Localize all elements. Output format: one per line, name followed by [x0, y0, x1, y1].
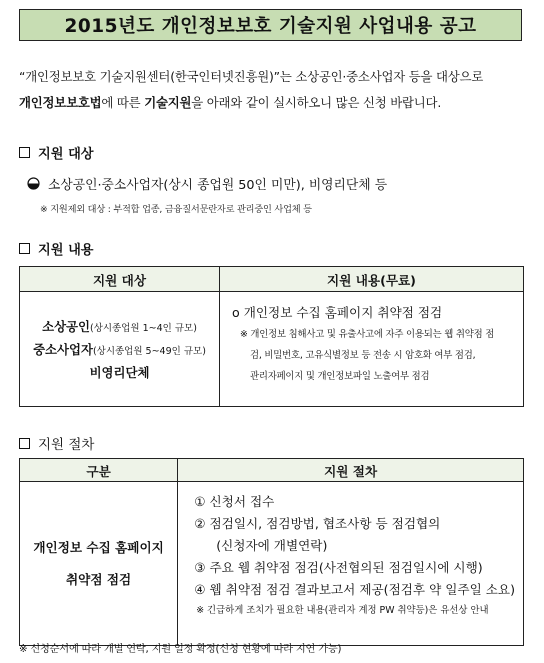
target-row — [20, 316, 219, 339]
intro-line-2 — [19, 90, 527, 116]
law-name: 개인정보보호법 — [19, 95, 102, 110]
intro-line-1: “개인정보보호 기술지원센터(한국인터넷진흥원)”는 소상공인·중소사업자 등을 대상으로 — [19, 69, 484, 84]
procedure-step: (신청자에 개별연락) — [216, 538, 328, 553]
target-bullet-text: 소상공인·중소사업자(상시 종업원 50인 미만), 비영리단체 등 — [48, 178, 388, 193]
section-heading-content — [19, 239, 94, 258]
table-header-procedure: 지원 절차 — [178, 459, 524, 482]
content-notes — [232, 324, 515, 387]
support-content-table — [19, 266, 524, 407]
checkbox-square-icon — [19, 243, 30, 254]
procedure-table — [19, 458, 524, 646]
procedure-step: ④ 웹 취약점 점검 결과보고서 제공(점검후 약 일주일 소요) — [194, 582, 515, 597]
target-row — [20, 339, 219, 362]
section-heading-procedure — [19, 433, 94, 453]
table-header-target: 지원 대상 — [20, 267, 220, 292]
content-cell — [220, 292, 524, 407]
footnote: ※ 신청순서에 따라 개별 연락, 지원 일정 확정(신청 현황에 따라 지연 가능) — [19, 644, 342, 655]
procedure-step: ① 신청서 접수 — [194, 494, 275, 509]
target-detail: (상시종업원 5~49인 규모) — [92, 345, 206, 357]
intro-line-2-mid: 에 따른 — [101, 95, 145, 110]
table-header-content: 지원 내용(무료) — [220, 267, 524, 292]
category-cell — [20, 482, 178, 646]
target-bullet — [27, 174, 387, 193]
content-note-line: ※ 개인정보 침해사고 및 유출사고에 자주 이용되는 웹 취약점 점 — [240, 329, 495, 340]
page-title: 2015년도 개인정보보호 기술지원 사업내용 공고 — [19, 9, 522, 41]
support-term: 기술지원 — [144, 95, 192, 110]
section-heading-target — [19, 143, 94, 162]
target-row — [20, 362, 219, 383]
target-name: 소상공인 — [42, 318, 90, 334]
target-name: 비영리단체 — [89, 364, 150, 380]
content-note-line: 관리자페이지 및 개인정보파일 노출여부 점검 — [250, 371, 430, 382]
table-header-category: 구분 — [20, 459, 178, 482]
section-heading-text: 지원 내용 — [38, 243, 94, 258]
content-note-line: 검, 비밀번호, 고유식별정보 등 전송 시 암호화 여부 점검, — [250, 350, 476, 361]
checkbox-square-icon — [19, 147, 30, 158]
procedure-step: ③ 주요 웹 취약점 점검(사전협의된 점검일시에 시행) — [194, 560, 483, 575]
exclusion-note: ※ 지원제외 대상 : 부적합 업종, 금융질서문란자로 관리중인 사업체 등 — [40, 204, 312, 215]
checkbox-square-icon — [19, 438, 30, 449]
procedure-small-note: ※ 긴급하게 조치가 필요한 내용(관리자 계정 PW 취약등)은 유선상 안내 — [196, 605, 489, 616]
category-line: 개인정보 수집 홈페이지 — [33, 539, 164, 555]
target-cell — [20, 292, 220, 407]
target-name: 중소사업자 — [33, 341, 93, 357]
target-detail: (상시종업원 1~4인 규모) — [89, 322, 197, 334]
category-line: 취약점 점검 — [65, 571, 132, 587]
circle-bullet-icon — [27, 177, 40, 190]
procedure-step: ② 점검일시, 점검방법, 협조사항 등 점검협의 — [194, 516, 441, 531]
procedure-cell — [178, 482, 524, 646]
intro-paragraph — [19, 64, 527, 116]
intro-line-2-end: 을 아래와 같이 실시하오니 많은 신청 바랍니다. — [191, 95, 442, 110]
content-main: o 개인정보 수집 홈페이지 취약점 점검 — [232, 305, 443, 320]
section-heading-text: 지원 절차 — [38, 437, 95, 453]
section-heading-text: 지원 대상 — [38, 147, 94, 162]
